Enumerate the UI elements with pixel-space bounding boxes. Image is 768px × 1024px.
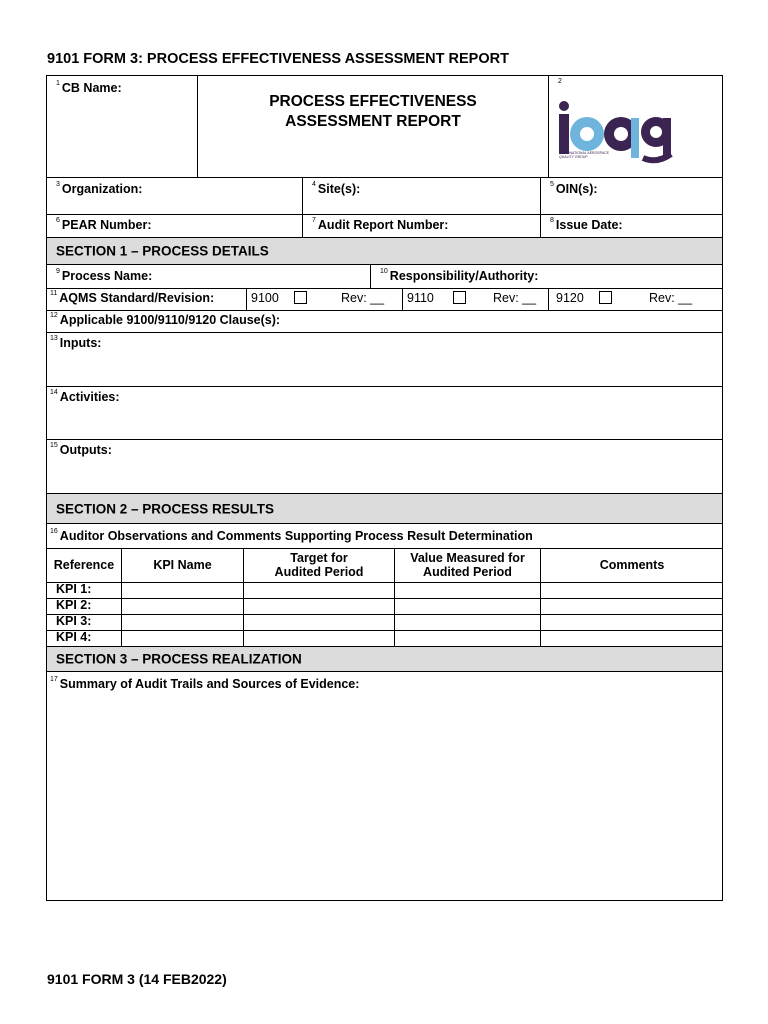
kpi-reference-cell	[47, 582, 122, 598]
field-number: 8	[550, 217, 554, 224]
kpi-reference: KPI 1:	[56, 582, 92, 596]
kpi-reference: KPI 3:	[56, 614, 92, 628]
kpi-target-cell[interactable]	[244, 598, 395, 614]
document-title: 9101 FORM 3: PROCESS EFFECTIVENESS ASSESSMENT REPORT	[47, 51, 509, 67]
organization-row	[47, 177, 722, 214]
aqms-row	[47, 288, 722, 310]
document-footer: 9101 FORM 3 (14 FEB2022)	[47, 971, 227, 987]
responsibility-cell[interactable]	[371, 265, 723, 288]
kpi-target-cell[interactable]	[244, 630, 395, 646]
summary-row[interactable]	[47, 672, 722, 900]
section2-header	[47, 493, 722, 524]
kpi-name-cell[interactable]	[122, 582, 244, 598]
report-title-cell	[198, 76, 549, 177]
kpi-comments-cell[interactable]	[541, 598, 723, 614]
target-header-line1: Target for	[290, 551, 348, 565]
kpi-comments-cell[interactable]	[541, 630, 723, 646]
standard-9110-checkbox[interactable]	[453, 291, 466, 304]
target-header-line2: Audited Period	[274, 565, 364, 579]
reference-header	[47, 548, 122, 582]
kpi-reference: KPI 4:	[56, 630, 92, 644]
kpi-table-header	[47, 548, 722, 582]
table-row	[47, 614, 722, 630]
oins-label: OIN(s):	[555, 182, 598, 196]
field-number: 10	[380, 268, 388, 275]
reference-header-text: Reference	[53, 558, 115, 572]
kpi-comments-cell[interactable]	[541, 582, 723, 598]
standard-9110-rev: Rev: __	[493, 291, 537, 305]
inputs-row[interactable]	[47, 332, 722, 386]
standard-9100-name: 9100	[251, 291, 279, 305]
header-top-row	[47, 76, 722, 177]
logo-tagline-line1: INTERNATIONAL AEROSPACE	[559, 151, 609, 155]
issue-date-label: Issue Date:	[555, 218, 623, 232]
process-name-cell[interactable]	[47, 265, 371, 288]
form-body	[46, 237, 723, 901]
field-number: 2	[558, 78, 562, 85]
field-number: 16	[50, 528, 58, 535]
field-number: 17	[50, 676, 58, 683]
field-number: 4	[312, 181, 316, 188]
standard-9120-name: 9120	[556, 291, 584, 305]
outputs-label: Outputs:	[59, 443, 112, 457]
kpi-name-header	[122, 548, 244, 582]
kpi-value-cell[interactable]	[395, 614, 541, 630]
kpi-reference-cell	[47, 630, 122, 646]
standard-9100-cell	[247, 288, 403, 310]
kpi-reference: KPI 2:	[56, 598, 92, 612]
section3-title: SECTION 3 – PROCESS REALIZATION	[56, 651, 302, 667]
standard-9120-cell	[549, 288, 723, 310]
pear-number-label: PEAR Number:	[61, 218, 152, 232]
target-header	[244, 548, 395, 582]
kpi-comments-cell[interactable]	[541, 614, 723, 630]
sites-label: Site(s):	[317, 182, 361, 196]
header-block	[46, 75, 723, 238]
standard-9100-rev: Rev: __	[341, 291, 385, 305]
field-number: 7	[312, 217, 316, 224]
cb-name-cell[interactable]	[47, 76, 198, 177]
kpi-name-cell[interactable]	[122, 598, 244, 614]
organization-cell[interactable]	[47, 177, 303, 214]
inputs-label: Inputs:	[59, 336, 102, 350]
audit-report-number-label: Audit Report Number:	[317, 218, 449, 232]
field-number: 15	[50, 442, 58, 449]
pear-number-cell[interactable]	[47, 214, 303, 238]
summary-label: Summary of Audit Trails and Sources of Evidence:	[59, 677, 360, 691]
field-number: 11	[50, 290, 58, 297]
field-number: 3	[56, 181, 60, 188]
logo-cell	[549, 76, 723, 177]
field-number: 13	[50, 335, 58, 342]
value-header-line2: Audited Period	[423, 565, 512, 579]
activities-label: Activities:	[59, 390, 120, 404]
section1-title: SECTION 1 – PROCESS DETAILS	[56, 243, 269, 259]
organization-label: Organization:	[61, 182, 143, 196]
outputs-row[interactable]	[47, 439, 722, 493]
activities-row[interactable]	[47, 386, 722, 439]
kpi-value-cell[interactable]	[395, 598, 541, 614]
field-number: 5	[550, 181, 554, 188]
field-number: 9	[56, 268, 60, 275]
sites-cell[interactable]	[303, 177, 541, 214]
oins-cell[interactable]	[541, 177, 723, 214]
kpi-name-cell[interactable]	[122, 630, 244, 646]
responsibility-label: Responsibility/Authority:	[389, 269, 539, 283]
aqms-label-cell	[47, 288, 247, 310]
value-header-line1: Value Measured for	[410, 551, 525, 565]
observations-label: Auditor Observations and Comments Supporting Process Result Determination	[59, 529, 533, 543]
kpi-value-cell[interactable]	[395, 630, 541, 646]
field-number: 1	[56, 80, 60, 87]
standard-9120-rev: Rev: __	[649, 291, 693, 305]
report-title	[198, 92, 548, 132]
table-row	[47, 582, 722, 598]
field-number: 12	[50, 312, 58, 319]
standard-9110-cell	[403, 288, 549, 310]
value-measured-header	[395, 548, 541, 582]
process-name-row	[47, 265, 722, 288]
field-number: 6	[56, 217, 60, 224]
kpi-target-cell[interactable]	[244, 582, 395, 598]
kpi-name-header-text: KPI Name	[153, 558, 212, 572]
iaqg-logo	[557, 98, 677, 164]
standard-9120-checkbox[interactable]	[599, 291, 612, 304]
process-name-label: Process Name:	[61, 269, 153, 283]
clauses-row[interactable]	[47, 310, 722, 332]
field-number: 14	[50, 389, 58, 396]
standard-9100-checkbox[interactable]	[294, 291, 307, 304]
comments-header	[541, 548, 723, 582]
kpi-value-cell[interactable]	[395, 582, 541, 598]
report-title-line2: ASSESSMENT REPORT	[285, 113, 461, 130]
comments-header-text: Comments	[599, 558, 665, 572]
section2-title: SECTION 2 – PROCESS RESULTS	[56, 501, 275, 516]
pear-row	[47, 214, 722, 238]
kpi-target-cell[interactable]	[244, 614, 395, 630]
observations-row	[47, 524, 722, 548]
kpi-reference-cell	[47, 598, 122, 614]
logo-tagline	[559, 151, 609, 159]
table-row	[47, 630, 722, 646]
audit-report-number-cell[interactable]	[303, 214, 541, 238]
cb-name-label: CB Name:	[61, 81, 122, 95]
logo-tagline-line2: QUALITY GROUP	[559, 155, 588, 159]
table-row	[47, 598, 722, 614]
kpi-name-cell[interactable]	[122, 614, 244, 630]
aqms-label: AQMS Standard/Revision:	[59, 291, 215, 305]
section3-header	[47, 646, 722, 672]
kpi-reference-cell	[47, 614, 122, 630]
section1-header	[47, 238, 722, 265]
issue-date-cell[interactable]	[541, 214, 723, 238]
clauses-label: Applicable 9100/9110/9120 Clause(s):	[59, 313, 281, 327]
standard-9110-name: 9110	[407, 291, 434, 305]
report-title-line1: PROCESS EFFECTIVENESS	[269, 93, 477, 110]
